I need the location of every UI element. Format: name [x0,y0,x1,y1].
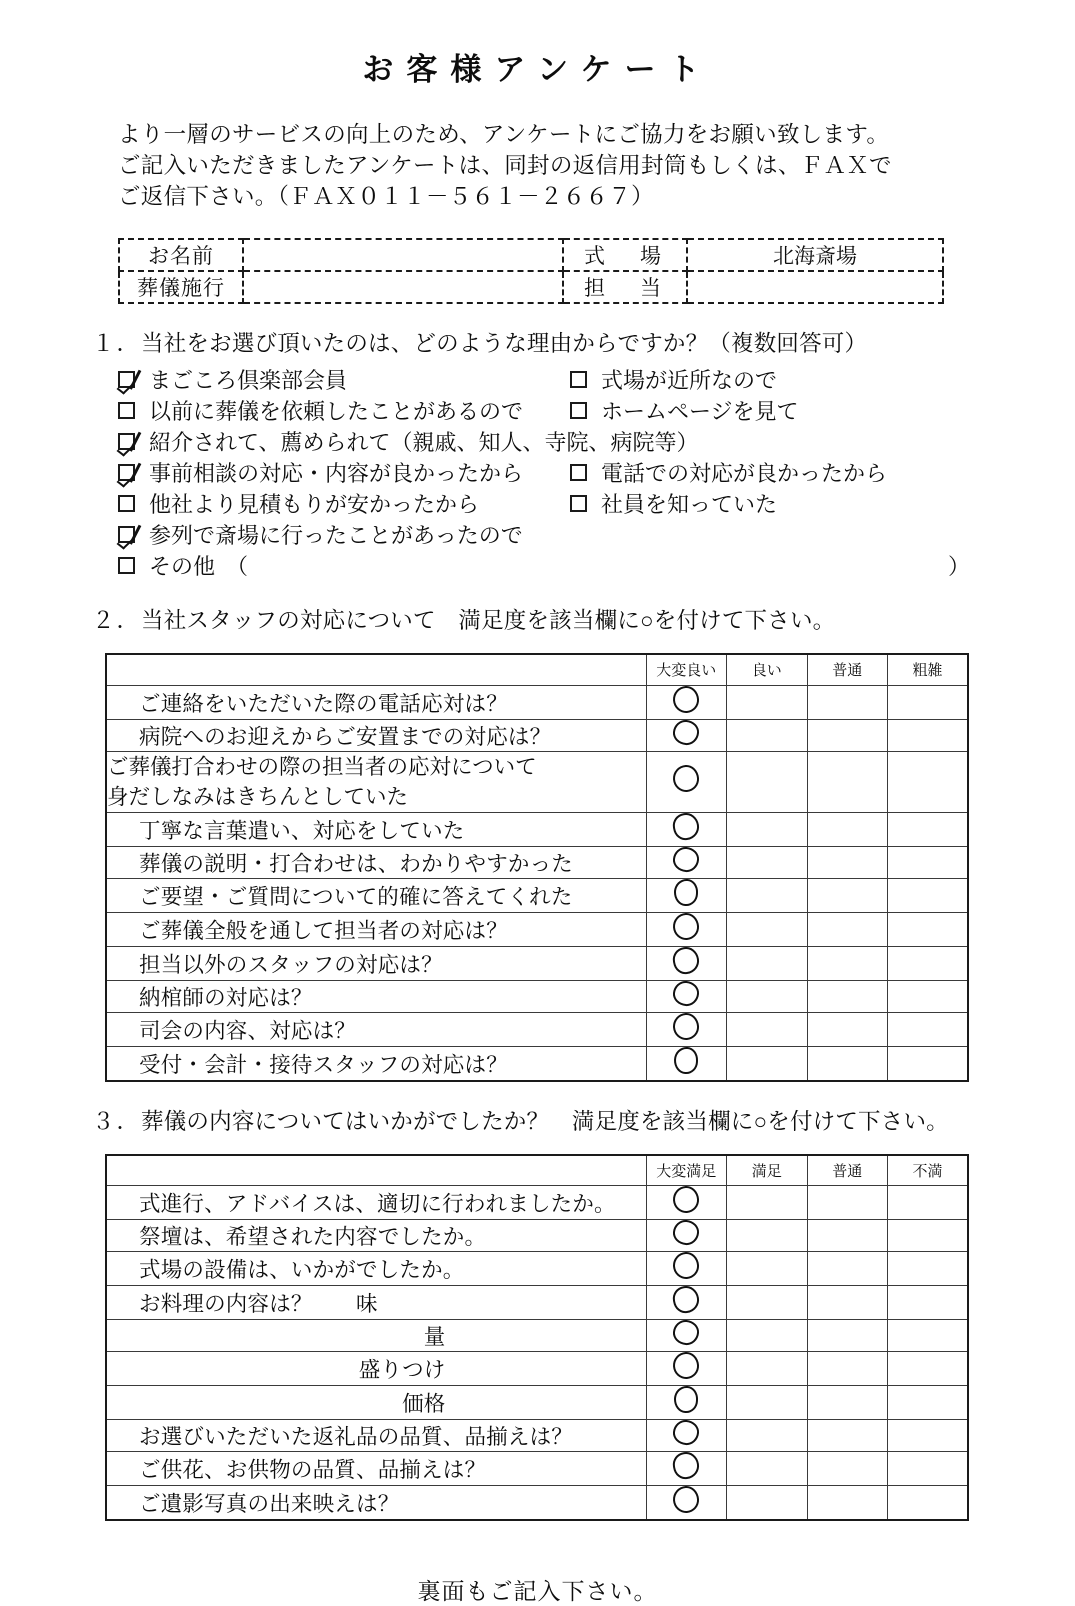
rating-cell-selected[interactable] [646,912,727,946]
rating-cell[interactable] [888,685,969,719]
table-row [106,1352,968,1386]
rating-cell[interactable] [888,846,969,878]
rating-cell[interactable] [727,1046,808,1081]
table-row [106,1320,968,1352]
row-label: 祭壇は、希望された内容でしたか。 [106,1220,646,1252]
table-row [106,1046,968,1081]
checkbox-icon[interactable] [118,402,135,419]
rating-cell-selected[interactable] [646,1012,727,1046]
rating-cell[interactable] [807,912,888,946]
rating-cell[interactable] [888,1320,969,1352]
checkbox-checked-icon[interactable] [118,464,135,481]
info-row-service [119,271,943,303]
rating-cell[interactable] [888,912,969,946]
circle-mark-icon [672,1219,700,1246]
rating-cell[interactable] [807,1220,888,1252]
checkbox-icon[interactable] [570,402,587,419]
row-label: ご遺影写真の出来映えは？ [106,1486,646,1521]
circle-mark-icon [672,1419,700,1446]
question-1-options [118,364,978,581]
circle-mark-icon [672,912,700,941]
rating-cell[interactable] [807,1286,888,1320]
rating-cell-selected[interactable] [646,1386,727,1420]
circle-mark-icon [674,1386,699,1414]
rating-cell-selected[interactable] [646,878,727,912]
row-label: 司会の内容、対応は？ [106,1012,646,1046]
circle-mark-icon [672,1485,700,1514]
row-label: 盛りつけ [106,1352,646,1386]
table-row [106,1012,968,1046]
question-1-text: 当社をお選び頂いたのは、どのような理由からですか？（複数回答可） [141,331,868,356]
rating-cell[interactable] [807,685,888,719]
rating-cell-selected[interactable] [646,1186,727,1220]
circle-mark-icon [672,764,700,793]
rating-cell-selected[interactable] [646,846,727,878]
q1-option-other[interactable] [118,550,570,581]
staff-label: 担 当 [563,271,687,303]
rating-cell[interactable] [727,980,808,1012]
row-label: 丁寧な言葉遣い、対応をしていた [106,812,646,846]
circle-mark-icon [672,1185,700,1214]
rating-cell[interactable] [727,1252,808,1286]
question-2-heading [92,603,1075,635]
rating-cell[interactable] [807,878,888,912]
q1-option-magokoro[interactable] [118,364,570,395]
table-row [106,846,968,878]
circle-mark-icon [672,685,700,714]
rating-cell-selected[interactable] [646,980,727,1012]
circle-mark-icon [672,1251,700,1280]
circle-mark-icon [671,1284,701,1315]
row-label: 量 [106,1320,646,1352]
circle-mark-icon [672,979,700,1006]
q2-col-2: 良い [727,654,808,685]
circle-mark-icon [672,1319,700,1346]
rating-cell[interactable] [888,1046,969,1081]
row-label: ご葬儀打合わせの際の担当者の応対について [107,754,537,779]
table-row [106,878,968,912]
rating-cell-selected[interactable] [646,751,727,812]
table-row [106,1386,968,1420]
rating-cell[interactable] [888,1486,969,1521]
rating-cell-selected[interactable] [646,1286,727,1320]
footer-note: 裏面もご記入下さい。 [417,1578,658,1604]
rating-cell[interactable] [807,1352,888,1386]
service-value[interactable] [243,271,563,303]
question-1-heading [92,326,1075,358]
row-label: ご連絡をいただいた際の電話応対は？ [106,685,646,719]
intro-line-3: ご返信下さい。（ＦＡＸ０１１－５６１－２６６７） [118,184,654,209]
circle-mark-icon [672,1351,700,1380]
rating-cell[interactable] [727,1012,808,1046]
option-label: その他 （ [149,554,249,579]
option-label: 電話での対応が良かったから [601,461,888,486]
rating-cell[interactable] [807,812,888,846]
header-blank [106,654,646,685]
table-row [106,685,968,719]
row-label: お選びいただいた返礼品の品質、品揃えは？ [106,1420,646,1452]
q2-col-1: 大変良い [646,654,727,685]
rating-cell[interactable] [807,946,888,980]
rating-cell[interactable] [807,1252,888,1286]
checkbox-icon[interactable] [118,557,135,574]
option-label: 紹介されて、薦められて（親戚、知人、寺院、病院等） [149,430,699,455]
row-label: 葬儀の説明・打合わせは、わかりやすかった [106,846,646,878]
row-label: 受付・会計・接待スタッフの対応は？ [106,1046,646,1081]
name-value[interactable] [243,239,563,271]
header-blank [106,1155,646,1186]
question-2-text: 当社スタッフの対応について 満足度を該当欄に○を付けて下さい。 [141,608,836,633]
circle-mark-icon [674,1046,699,1074]
option-row [118,550,978,581]
rating-cell[interactable] [807,1420,888,1452]
table-row [106,1452,968,1486]
q1-option-phone-response[interactable] [570,457,887,488]
rating-cell[interactable] [888,1252,969,1286]
circle-mark-icon [671,945,701,976]
row-label: ご葬儀全般を通して担当者の対応は？ [106,912,646,946]
q2-col-3: 普通 [807,654,888,685]
rating-cell[interactable] [727,751,808,812]
rating-cell[interactable] [888,1286,969,1320]
option-label: まごころ倶楽部会員 [149,368,348,393]
rating-cell[interactable] [888,1186,969,1220]
option-label: ホームページを見て [601,399,799,424]
q1-option-previous-funeral[interactable] [118,395,570,426]
rating-cell[interactable] [807,846,888,878]
rating-cell[interactable] [888,812,969,846]
rating-cell-selected[interactable] [646,1352,727,1386]
rating-cell[interactable] [888,1220,969,1252]
circle-mark-icon [674,878,699,906]
q3-col-4: 不満 [888,1155,969,1186]
rating-cell[interactable] [807,1012,888,1046]
row-label: 式場の設備は、いかがでしたか。 [106,1252,646,1286]
option-label: 以前に葬儀を依頼したことがあるので [149,399,524,424]
table-row [106,1420,968,1452]
q1-option-pre-consultation[interactable] [118,457,570,488]
table-row [106,751,968,812]
checkbox-icon[interactable] [570,495,587,512]
q3-col-2: 満足 [727,1155,808,1186]
table-row [106,1186,968,1220]
rating-cell-selected[interactable] [646,1452,727,1486]
rating-cell[interactable] [807,1452,888,1486]
rating-cell[interactable] [888,751,969,812]
option-row [118,426,978,457]
rating-cell[interactable] [727,1352,808,1386]
rating-cell[interactable] [888,1386,969,1420]
option-row [118,519,978,550]
rating-cell-selected[interactable] [646,1486,727,1521]
info-row-name [119,239,943,271]
rating-cell-selected[interactable] [646,1420,727,1452]
rating-cell[interactable] [727,812,808,846]
question-2-table [105,653,967,1082]
service-label: 葬儀施行 [119,271,243,303]
rating-cell[interactable] [727,1320,808,1352]
staff-value[interactable] [687,271,943,303]
row-sublabel: 身だしなみはきちんとしていた [107,784,409,809]
rating-cell[interactable] [888,1452,969,1486]
table-row [106,912,968,946]
table-row [106,812,968,846]
question-3-number: ３． [92,1108,142,1134]
rating-cell[interactable] [807,719,888,751]
rating-cell[interactable] [727,1420,808,1452]
question-2-number: ２． [92,608,142,633]
q1-option-attended-before[interactable] [118,519,570,550]
circle-mark-icon [671,811,701,842]
checkbox-icon[interactable] [570,371,587,388]
checkbox-checked-icon[interactable] [118,433,135,450]
option-row [118,488,978,519]
rating-cell[interactable] [888,1012,969,1046]
rating-cell-selected[interactable] [646,719,727,751]
table-row [106,1286,968,1320]
rating-cell[interactable] [807,980,888,1012]
rating-cell[interactable] [727,1220,808,1252]
circle-mark-icon [671,1450,701,1481]
circle-mark-icon [672,1012,700,1041]
circle-mark-icon [672,718,700,745]
table-row [106,946,968,980]
row-label: ご供花、お供物の品質、品揃えは？ [106,1452,646,1486]
rating-cell[interactable] [888,1420,969,1452]
q1-option-referral[interactable] [118,426,699,457]
question-1-number: １． [92,331,142,356]
rating-cell-selected[interactable] [646,1252,727,1286]
row-label: 価格 [106,1386,646,1420]
rating-cell-selected[interactable] [646,946,727,980]
option-row [118,457,978,488]
option-label: 他社より見積もりが安かったから [149,492,480,517]
checkbox-checked-icon[interactable] [118,371,135,388]
option-row [118,364,978,395]
option-label: 事前相談の対応・内容が良かったから [149,461,524,486]
q1-option-venue-nearby[interactable] [570,364,777,395]
intro-paragraph [118,119,1075,212]
customer-info-table [118,238,944,304]
row-label: 担当以外のスタッフの対応は？ [106,946,646,980]
question-3-table [105,1154,967,1522]
intro-line-1: より一層のサービスの向上のため、アンケートにご協力をお願い致します。 [118,122,890,147]
rating-cell[interactable] [727,912,808,946]
rating-cell[interactable] [888,719,969,751]
venue-value[interactable]: 北海斎場 [687,239,943,271]
row-label: 納棺師の対応は？ [106,980,646,1012]
rating-cell[interactable] [727,719,808,751]
checkbox-checked-icon[interactable] [118,526,135,543]
rating-cell[interactable] [727,1186,808,1220]
circle-mark-icon [672,845,700,872]
rating-cell[interactable] [807,1046,888,1081]
q1-option-cheaper-quote[interactable] [118,488,570,519]
rating-cell[interactable] [888,878,969,912]
row-label: 式進行、アドバイスは、適切に行われましたか。 [106,1186,646,1220]
rating-cell[interactable] [727,1386,808,1420]
table-row [106,719,968,751]
row-label-multiline [106,751,646,812]
table-row [106,980,968,1012]
name-label: お名前 [119,239,243,271]
option-label: 式場が近所なので [601,368,778,393]
rating-cell[interactable] [888,1352,969,1386]
row-label: お料理の内容は？ 味 [106,1286,646,1320]
q3-col-1: 大変満足 [646,1155,727,1186]
table-row [106,1220,968,1252]
q1-option-homepage[interactable] [570,395,799,426]
option-label: 参列で斎場に行ったことがあったので [149,523,523,548]
table-header-row [106,1155,968,1186]
q2-col-4: 粗雑 [888,654,969,685]
rating-cell[interactable] [807,1386,888,1420]
rating-cell[interactable] [727,1486,808,1521]
rating-cell[interactable] [888,946,969,980]
rating-cell[interactable] [727,1286,808,1320]
checkbox-icon[interactable] [118,495,135,512]
rating-cell-selected[interactable] [646,1220,727,1252]
table-row [106,1252,968,1286]
rating-cell[interactable] [807,1186,888,1220]
row-label: ご要望・ご質問について的確に答えてくれた [106,878,646,912]
rating-cell-selected[interactable] [646,1046,727,1081]
checkbox-icon[interactable] [570,464,587,481]
page-title: お客様アンケート [362,52,713,87]
row-label: 病院へのお迎えからご安置までの対応は？ [106,719,646,751]
rating-cell-selected[interactable] [646,685,727,719]
option-label: 社員を知っていた [601,492,778,517]
rating-cell[interactable] [888,980,969,1012]
rating-cell[interactable] [727,878,808,912]
rating-cell[interactable] [727,946,808,980]
table-header-row [106,654,968,685]
intro-line-2: ご記入いただきましたアンケートは、同封の返信用封筒もしくは、ＦＡＸで [118,153,892,178]
rating-cell-selected[interactable] [646,1320,727,1352]
rating-cell[interactable] [807,1320,888,1352]
rating-cell[interactable] [727,1452,808,1486]
venue-label: 式 場 [563,239,687,271]
rating-cell[interactable] [727,685,808,719]
rating-cell-selected[interactable] [646,812,727,846]
rating-cell[interactable] [727,846,808,878]
question-3-heading [92,1104,1075,1136]
table-row [106,1486,968,1521]
rating-cell[interactable] [807,751,888,812]
option-row [118,395,978,426]
q1-option-knew-employee[interactable] [570,488,777,519]
q3-col-3: 普通 [807,1155,888,1186]
rating-cell[interactable] [807,1486,888,1521]
other-close-paren: ） [947,554,970,579]
question-3-text: 葬儀の内容についてはいかがでしたか？ 満足度を該当欄に○を付けて下さい。 [141,1108,949,1134]
